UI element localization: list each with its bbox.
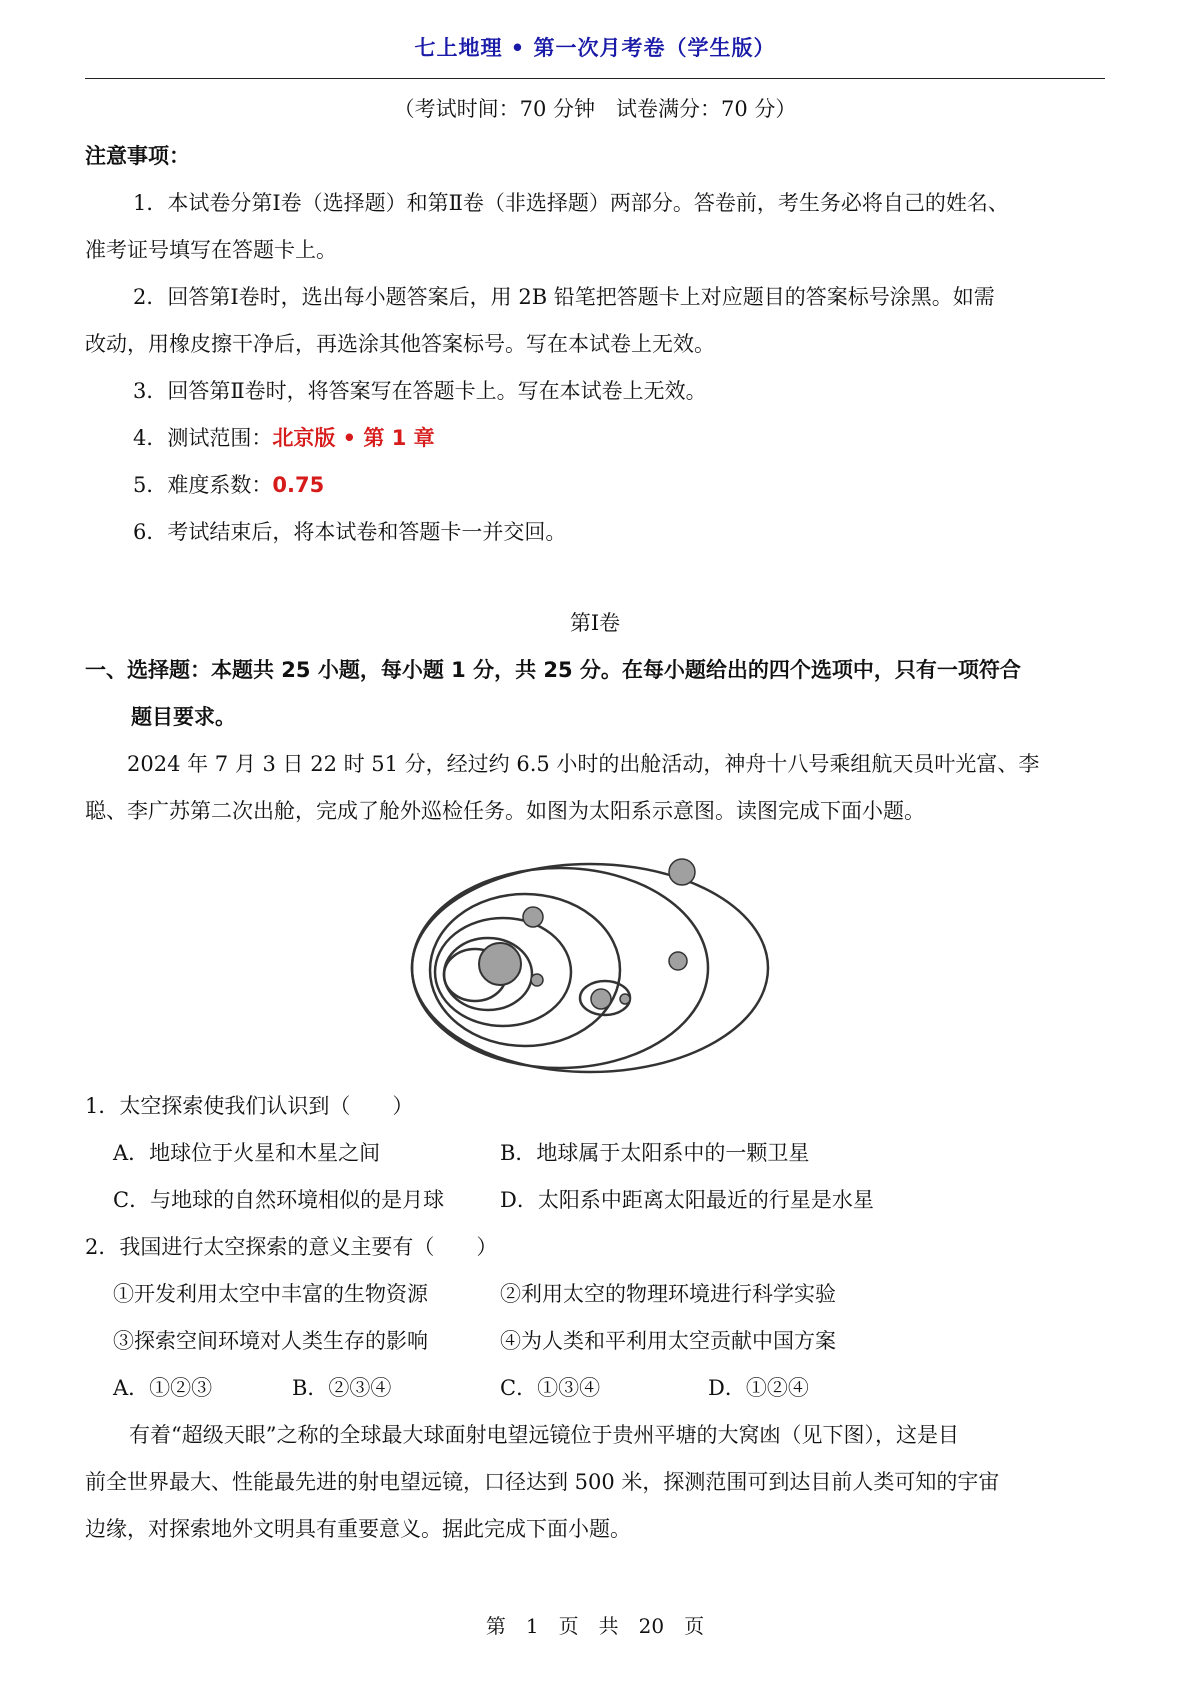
exam-info: （考试时间：70 分钟 试卷满分：70 分） xyxy=(393,97,797,121)
section-heading-line-2: 题目要求。 xyxy=(131,705,236,729)
q1-option-a: A．地球位于火星和木星之间 xyxy=(113,1141,381,1165)
planet-earth xyxy=(591,989,611,1009)
planet-right xyxy=(669,952,687,970)
notice-item-5-label: 5．难度系数： xyxy=(133,473,273,497)
passage-1-line-2: 聪、李广苏第二次出舱，完成了舱外巡检任务。如图为太阳系示意图。读图完成下面小题。 xyxy=(85,799,925,823)
test-scope-value: 北京版 • 第 1 章 xyxy=(272,426,435,450)
q2-option-c: C．①③④ xyxy=(500,1376,601,1400)
passage-2-line-2: 前全世界最大、性能最先进的射电望远镜，口径达到 500 米，探测范围可到达目前人类可知的宇宙 xyxy=(85,1470,1000,1494)
q2-option-a: A．①②③ xyxy=(113,1376,213,1400)
notice-item-2-line-1: 2．回答第Ⅰ卷时，选出每小题答案后，用 2B 铅笔把答题卡上对应题目的答案标号涂黑。如需 xyxy=(133,285,995,309)
planet-outer xyxy=(669,859,695,885)
notice-heading: 注意事项： xyxy=(85,144,190,168)
q1-stem: 1．太空探索使我们认识到（ ） xyxy=(85,1094,414,1118)
orbit-outer xyxy=(412,864,768,1072)
header-divider xyxy=(85,78,1105,79)
page-footer: 第 1 页 共 20 页 xyxy=(485,1614,705,1638)
q2-statement-3: ③探索空间环境对人类生存的影响 xyxy=(113,1329,428,1353)
difficulty-value: 0.75 xyxy=(272,473,325,497)
notice-item-2-line-2: 改动，用橡皮擦干净后，再选涂其他答案标号。写在本试卷上无效。 xyxy=(85,332,715,356)
q1-option-d: D．太阳系中距离太阳最近的行星是水星 xyxy=(500,1188,874,1212)
q2-statement-1: ①开发利用太空中丰富的生物资源 xyxy=(113,1282,428,1306)
notice-item-4 xyxy=(133,423,435,453)
solar-system-diagram xyxy=(405,848,785,1078)
passage-2-line-1: 有着“超级天眼”之称的全球最大球面射电望远镜位于贵州平塘的大窝凼（见下图），这是目 xyxy=(129,1423,959,1447)
notice-item-5 xyxy=(133,470,324,500)
sun xyxy=(479,943,521,985)
section-heading-line-1: 一、选择题：本题共 25 小题，每小题 1 分，共 25 分。在每小题给出的四个选项中，只有一项符合 xyxy=(85,658,1021,682)
header-title: 七上地理 • 第一次月考卷（学生版） xyxy=(414,36,776,60)
q2-statement-2: ②利用太空的物理环境进行科学实验 xyxy=(500,1282,836,1306)
notice-item-4-label: 4．测试范围： xyxy=(133,426,273,450)
notice-item-1-line-1: 1．本试卷分第Ⅰ卷（选择题）和第Ⅱ卷（非选择题）两部分。答卷前，考生务必将自己的姓名、 xyxy=(133,191,1009,215)
q2-option-d: D．①②④ xyxy=(708,1376,809,1400)
volume-title: 第Ⅰ卷 xyxy=(569,611,621,635)
notice-item-6: 6．考试结束后，将本试卷和答题卡一并交回。 xyxy=(133,520,567,544)
q2-statement-4: ④为人类和平利用太空贡献中国方案 xyxy=(500,1329,836,1353)
notice-item-3: 3．回答第Ⅱ卷时，将答案写在答题卡上。写在本试卷上无效。 xyxy=(133,379,707,403)
notice-item-1-line-2: 准考证号填写在答题卡上。 xyxy=(85,238,337,262)
q2-option-b: B．②③④ xyxy=(292,1376,392,1400)
passage-2-line-3: 边缘，对探索地外文明具有重要意义。据此完成下面小题。 xyxy=(85,1517,631,1541)
moon xyxy=(620,994,630,1004)
planet-inner xyxy=(531,974,543,986)
q1-option-c: C．与地球的自然环境相似的是月球 xyxy=(113,1188,445,1212)
q2-stem: 2．我国进行太空探索的意义主要有（ ） xyxy=(85,1235,498,1259)
q1-option-b: B．地球属于太阳系中的一颗卫星 xyxy=(500,1141,810,1165)
passage-1-line-1: 2024 年 7 月 3 日 22 时 51 分，经过约 6.5 小时的出舱活动，神舟十八号乘组航天员叶光富、李 xyxy=(127,752,1040,776)
planet-upper xyxy=(523,907,543,927)
orbit-6 xyxy=(412,868,708,1068)
